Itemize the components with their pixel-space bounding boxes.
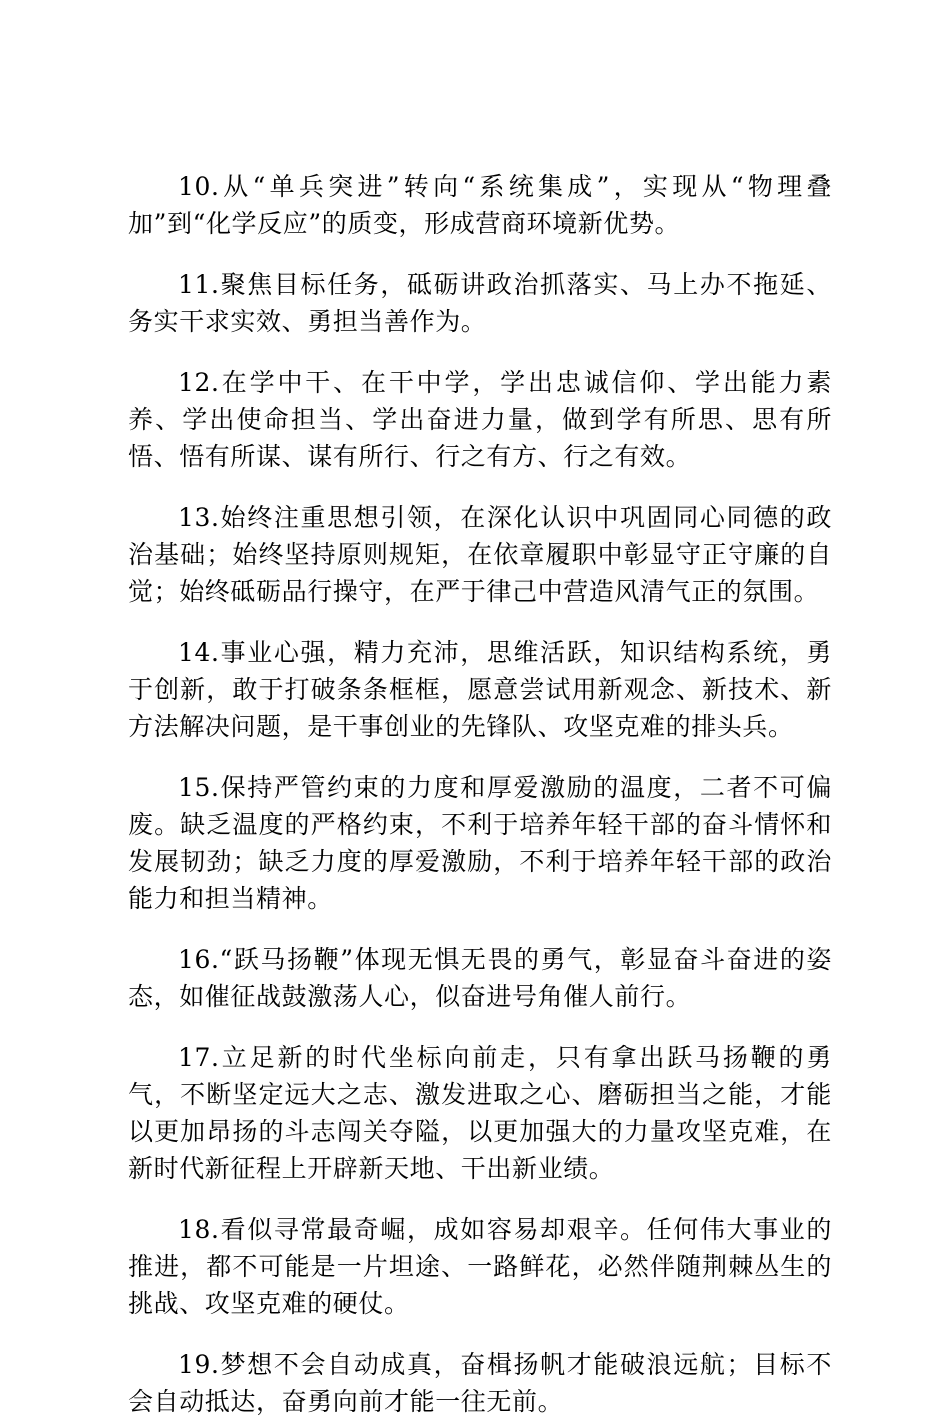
paragraph-13: 13.始终注重思想引领，在深化认识中巩固同心同德的政治基础；始终坚持原则规矩，在依章履职中彰显守正守廉的自觉；始终砥砺品行操守，在严于律己中营造风清气正的氛围。	[128, 503, 832, 606]
paragraph-14: 14.事业心强，精力充沛，思维活跃，知识结构系统，勇于创新，敢于打破条条框框，愿意尝试用新观念、新技术、新方法解决问题，是干事创业的先锋队、攻坚克难的排头兵。	[128, 638, 832, 741]
paragraph-12: 12.在学中干、在干中学，学出忠诚信仰、学出能力素养、学出使命担当、学出奋进力量，做到学有所思、思有所悟、悟有所谋、谋有所行、行之有方、行之有效。	[128, 368, 832, 471]
paragraph-16: 16.“跃马扬鞭”体现无惧无畏的勇气，彰显奋斗奋进的姿态，如催征战鼓激荡人心，似奋进号角催人前行。	[128, 945, 832, 1011]
paragraph-15: 15.保持严管约束的力度和厚爱激励的温度，二者不可偏废。缺乏温度的严格约束，不利于培养年轻干部的奋斗情怀和发展韧劲；缺乏力度的厚爱激励，不利于培养年轻干部的政治能力和担当精神。	[128, 773, 832, 913]
paragraph-17: 17.立足新的时代坐标向前走，只有拿出跃马扬鞭的勇气，不断坚定远大之志、激发进取之心、磨砺担当之能，才能以更加昂扬的斗志闯关夺隘，以更加强大的力量攻坚克难，在新时代新征程上开辟新天地、干出新业绩。	[128, 1043, 832, 1183]
document-page	[128, 168, 832, 1420]
paragraph-18: 18.看似寻常最奇崛，成如容易却艰辛。任何伟大事业的推进，都不可能是一片坦途、一路鲜花，必然伴随荆棘丛生的挑战、攻坚克难的硬仗。	[128, 1215, 832, 1318]
paragraph-11: 11.聚焦目标任务，砥砺讲政治抓落实、马上办不拖延、务实干求实效、勇担当善作为。	[128, 270, 832, 336]
paragraph-10: 10.从“单兵突进”转向“系统集成”，实现从“物理叠加”到“化学反应”的质变，形成营商环境新优势。	[128, 172, 832, 238]
paragraph-19: 19.梦想不会自动成真，奋楫扬帆才能破浪远航；目标不会自动抵达，奋勇向前才能一往无前。	[128, 1350, 832, 1416]
